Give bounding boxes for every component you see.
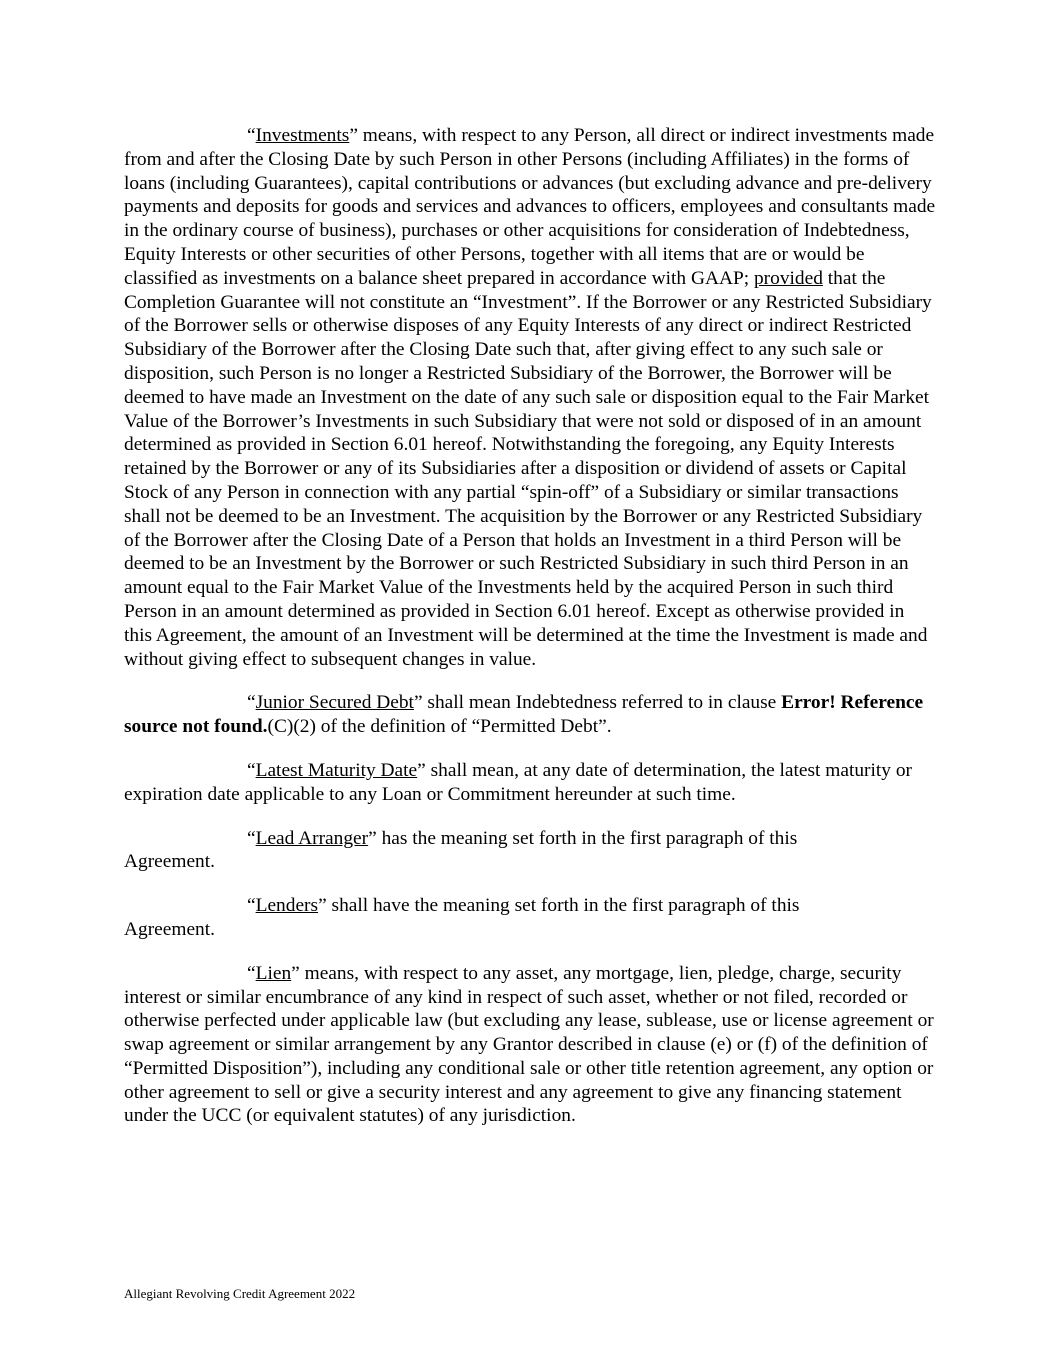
definition-lenders: “Lenders” shall have the meaning set forth in the first paragraph of this Agreement. — [124, 895, 800, 940]
definition-junior-secured-debt: “Junior Secured Debt” shall mean Indebtedness referred to in clause Error! Reference source not found.(C)(2) of the definition of “Permitted Debt”. — [124, 692, 924, 738]
page-footer: Allegiant Revolving Credit Agreement 2022 — [124, 1286, 356, 1301]
term-latest-maturity-date: Latest Maturity Date — [255, 759, 418, 781]
term-lead-arranger: Lead Arranger — [255, 827, 369, 849]
term-lenders: Lenders — [255, 895, 319, 917]
definition-lead-arranger: “Lead Arranger” has the meaning set forth in the first paragraph of this Agreement. — [124, 827, 798, 873]
reference-error: Error! Reference source not found. — [124, 692, 924, 738]
document-page — [124, 124, 936, 1148]
term-junior-secured-debt: Junior Secured Debt — [255, 692, 414, 714]
term-investments: Investments — [255, 125, 350, 146]
definition-latest-maturity-date: “Latest Maturity Date” shall mean, at any date of determination, the latest maturity or expiration date applicable to any Loan or Commitment hereunder at such time. — [124, 759, 912, 805]
term-lien: Lien — [255, 962, 292, 984]
definition-investments: “Investments” means, with respect to any Person, all direct or indirect investments made from and after the Closing Date by such Person in other Persons (including Affiliates) in the forms of loans (including Guarantees), capital contributions or advances (but excluding advance and pre-delivery payments and deposits for goods and services and advances to officers, employees and consultants made in the ordinary course of business), purchases or other acquisitions for consideration of Indebtedness, Equity Interests or other securities of other Persons, together with all items that are or would be classified as investments on a balance sheet prepared in accordance with GAAP; provided that the Completion Guarantee will not constitute an “Investment”. If the Borrower or any Restricted Subsidiary of the Borrower sells or otherwise disposes of any Equity Interests of any direct or indirect Restricted Subsidiary of the Borrower after the Closing Date such that, after giving effect to any such sale or disposition, such Person is no longer a Restricted Subsidiary of the Borrower, the Borrower will be deemed to have made an Investment on the date of any such sale or disposition equal to the Fair Market Value of the Borrower’s Investments in such Subsidiary that were not sold or disposed of in an amount determined as provided in Section 6.01 hereof. Notwithstanding the foregoing, any Equity Interests retained by the Borrower or any of its Subsidiaries after a disposition or dividend of assets or Capital Stock of any Person in connection with any partial “spin-off” of a Subsidiary or similar transactions shall not be deemed to be an Investment. The acquisition by the Borrower or any Restricted Subsidiary of the Borrower after the Closing Date of a Person that holds an Investment in a third Person will be deemed to be an Investment by the Borrower or such Restricted Subsidiary in such third Person in an amount equal to the Fair Market Value of the Investments held by the acquired Person in such third Person in an amount determined as provided in Section 6.01 hereof. Except as otherwise provided in this Agreement, the amount of an Investment will be determined at the time the Investment is made and without giving effect to subsequent changes in value. — [124, 125, 936, 670]
term-provided: provided — [753, 267, 823, 289]
definition-lien: “Lien” means, with respect to any asset, any mortgage, lien, pledge, charge, security interest or similar encumbrance of any kind in respect of such asset, whether or not filed, recorded or otherwise perfected under applicable law (but excluding any lease, sublease, use or license agreement or swap agreement or similar arrangement by any Grantor described in clause (e) or (f) of the definition of “Permitted Disposition”), including any conditional sale or other title retention agreement, any option or other agreement to sell or give a security interest and any agreement to give any financing statement under the UCC (or equivalent statutes) of any jurisdiction. — [124, 962, 934, 1127]
